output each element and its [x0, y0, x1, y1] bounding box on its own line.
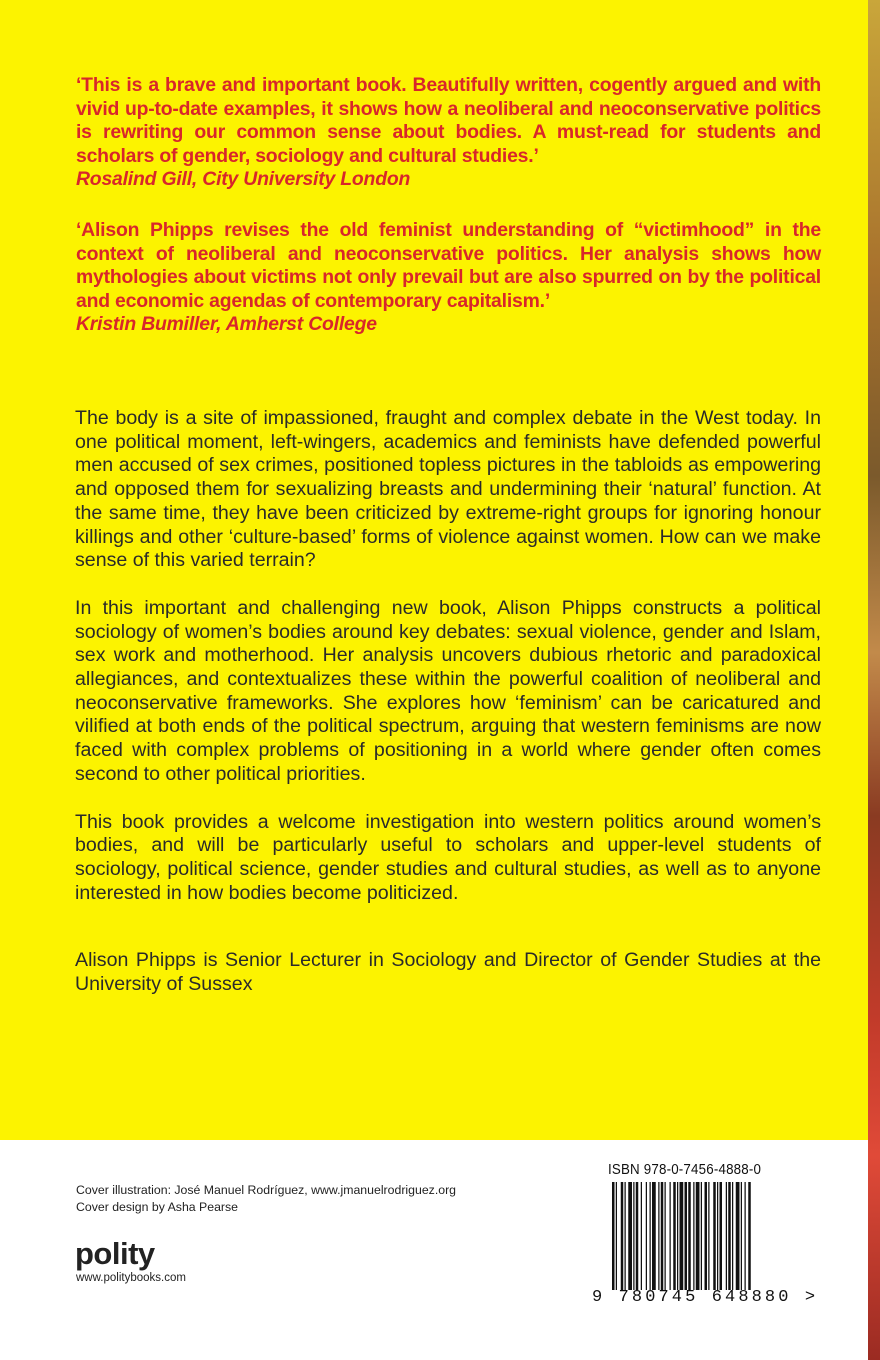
- barcode-bar: [688, 1182, 691, 1290]
- barcode-bar: [661, 1182, 664, 1290]
- barcode-bar: [625, 1182, 626, 1290]
- quote-attribution: Rosalind Gill, City University London: [76, 168, 411, 191]
- design-credit: Cover design by Asha Pearse: [76, 1200, 239, 1214]
- barcode-bar: [701, 1182, 702, 1290]
- quote-text: ‘This is a brave and important book. Beautifully written, cogently argued and with vivid up-to-date examples, it shows how a neoliberal and neoconservative politics is rewriting our common sense about bodies. A must-read for students and scholars of gender, sociology and cultural studies.’: [76, 74, 821, 167]
- barcode-bar: [612, 1182, 615, 1290]
- barcode-bar: [636, 1182, 639, 1290]
- barcode-bar: [621, 1182, 624, 1290]
- barcode-bar: [652, 1182, 656, 1290]
- publisher-url: www.politybooks.com: [76, 1272, 186, 1284]
- book-description: [75, 407, 821, 1021]
- barcode-graphic: [610, 1182, 798, 1290]
- barcode-bar: [741, 1182, 742, 1290]
- cover-credits: [76, 1182, 456, 1216]
- barcode-bar: [732, 1182, 733, 1290]
- barcode-bar: [708, 1182, 709, 1290]
- isbn-label: ISBN 978-0-7456-4888-0: [608, 1162, 762, 1178]
- description-paragraph: The body is a site of impassioned, fraught and complex debate in the West today. In one political moment, left-wingers, academics and feminists have defended powerful men accused of sex crimes, positioned topless pictures in the tabloids as empowering and opposed them for sexualizing breasts and undermining their ‘natural’ function. At the same time, they have been criticized by extreme-right groups for ignoring honour killings and other ‘culture-based’ forms of violence against women. How can we make sense of this varied terrain?: [75, 407, 821, 572]
- endorsement-quote: [76, 74, 821, 192]
- barcode-bar: [658, 1182, 659, 1290]
- spine-edge: [868, 0, 880, 1360]
- polity-logo: polity: [75, 1236, 155, 1271]
- barcode-bar: [748, 1182, 751, 1290]
- endorsements: [76, 74, 821, 364]
- barcode-bar: [696, 1182, 700, 1290]
- barcode-bar: [665, 1182, 666, 1290]
- barcode-bar: [685, 1182, 688, 1290]
- description-paragraph: In this important and challenging new book, Alison Phipps constructs a political sociology of women’s bodies around key debates: sexual violence, gender and Islam, sex work and motherhood. Her analysis uncovers dubious rhetoric and paradoxical allegiances, and contextualizes these within the powerful coalition of neoliberal and neoconservative frameworks. She explores how ‘feminism’ can be caricatured and vilified at both ends of the political spectrum, arguing that western feminisms are now faced with complex problems of positioning in a world where gender often comes second to other political priorities.: [75, 596, 821, 785]
- illustration-credit: Cover illustration: José Manuel Rodríguez, www.jmanuelrodriguez.org: [76, 1183, 457, 1197]
- barcode-bar: [693, 1182, 694, 1290]
- barcode-bar: [728, 1182, 731, 1290]
- barcode-bar: [673, 1182, 676, 1290]
- description-paragraph: This book provides a welcome investigation into western politics around women’s bodies, and will be particularly useful to scholars and upper-level students of sociology, political science, gender studies and cultural studies, as well as to anyone interested in how bodies become politicized.: [75, 810, 821, 904]
- barcode-bar: [680, 1182, 684, 1290]
- barcode-bar: [677, 1182, 678, 1290]
- barcode-bar: [720, 1182, 723, 1290]
- barcode-bar: [650, 1182, 651, 1290]
- barcode-bar: [628, 1182, 632, 1290]
- isbn-digits: 9 780745 648880 >: [592, 1288, 819, 1307]
- quote-attribution: Kristin Bumiller, Amherst College: [76, 313, 377, 336]
- barcode-bar: [745, 1182, 746, 1290]
- barcode-bar: [726, 1182, 727, 1290]
- barcode-bar: [646, 1182, 647, 1290]
- barcode-bar: [717, 1182, 718, 1290]
- barcode-bar: [670, 1182, 671, 1290]
- barcode-bar: [713, 1182, 716, 1290]
- barcode-bar: [736, 1182, 740, 1290]
- barcode-bar: [633, 1182, 634, 1290]
- quote-text: ‘Alison Phipps revises the old feminist understanding of “victimhood” in the context of neoliberal and neoconservative politics. Her analysis shows how mythologies about victims not only prevail but are also spurred on by the political and economic agendas of contemporary capitalism.’: [76, 218, 821, 312]
- barcode-bar: [641, 1182, 642, 1290]
- author-bio: Alison Phipps is Senior Lecturer in Sociology and Director of Gender Studies at the University of Sussex: [75, 949, 821, 996]
- endorsement-quote: [76, 219, 821, 337]
- barcode-bar: [616, 1182, 617, 1290]
- barcode-bar: [705, 1182, 708, 1290]
